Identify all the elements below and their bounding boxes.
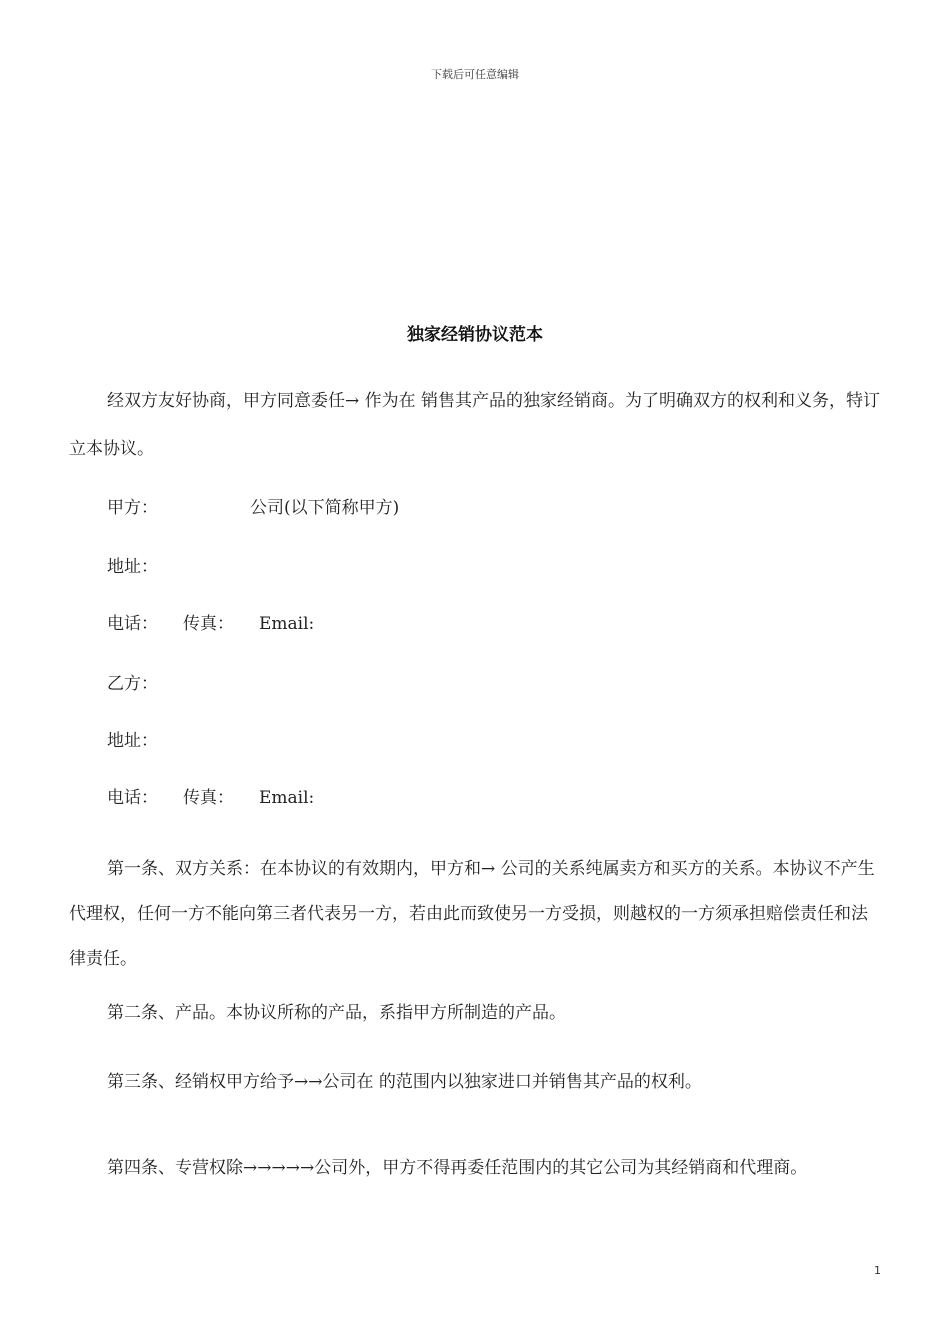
intro-paragraph: 经双方友好协商，甲方同意委任→ 作为在 销售其产品的独家经销商。为了明确双方的权利和义务，特订立本协议。 [69, 391, 881, 459]
article-3: 第三条、经销权甲方给予→→公司在 的范围内以独家进口并销售其产品的权利。 [107, 1072, 702, 1092]
party-a-value: 公司(以下简称甲方) [250, 498, 400, 518]
party-a-phone-label: 电话： [107, 614, 158, 634]
party-b-contact-line [107, 786, 314, 810]
article-4: 第四条、专营权除→→→→→公司外，甲方不得再委任范围内的其它公司为其经销商和代理商。 [107, 1158, 808, 1178]
party-b-email-label: Email: [259, 788, 315, 808]
header-note: 下载后可任意编辑 [431, 68, 519, 81]
party-b-line: 乙方： [107, 674, 158, 694]
page-number: 1 [874, 1264, 881, 1277]
party-a-line [107, 496, 399, 520]
party-b-phone-label: 电话： [107, 788, 158, 808]
party-a-email-label: Email: [259, 614, 315, 634]
document-title: 独家经销协议范本 [407, 325, 543, 345]
party-a-label: 甲方： [107, 498, 158, 518]
party-a-fax-label: 传真： [183, 614, 234, 634]
article-2: 第二条、产品。本协议所称的产品，系指甲方所制造的产品。 [107, 1003, 566, 1023]
party-a-address: 地址： [107, 557, 158, 577]
article-1: 第一条、双方关系：在本协议的有效期内，甲方和→ 公司的关系纯属卖方和买方的关系。本协议不产生代理权，任何一方不能向第三者代表另一方，若由此而致使另一方受损，则越权的一方须承担赔偿责任和法律责任。 [69, 859, 875, 969]
party-a-contact-line [107, 612, 314, 636]
party-b-fax-label: 传真： [183, 788, 234, 808]
party-b-address: 地址： [107, 731, 158, 751]
